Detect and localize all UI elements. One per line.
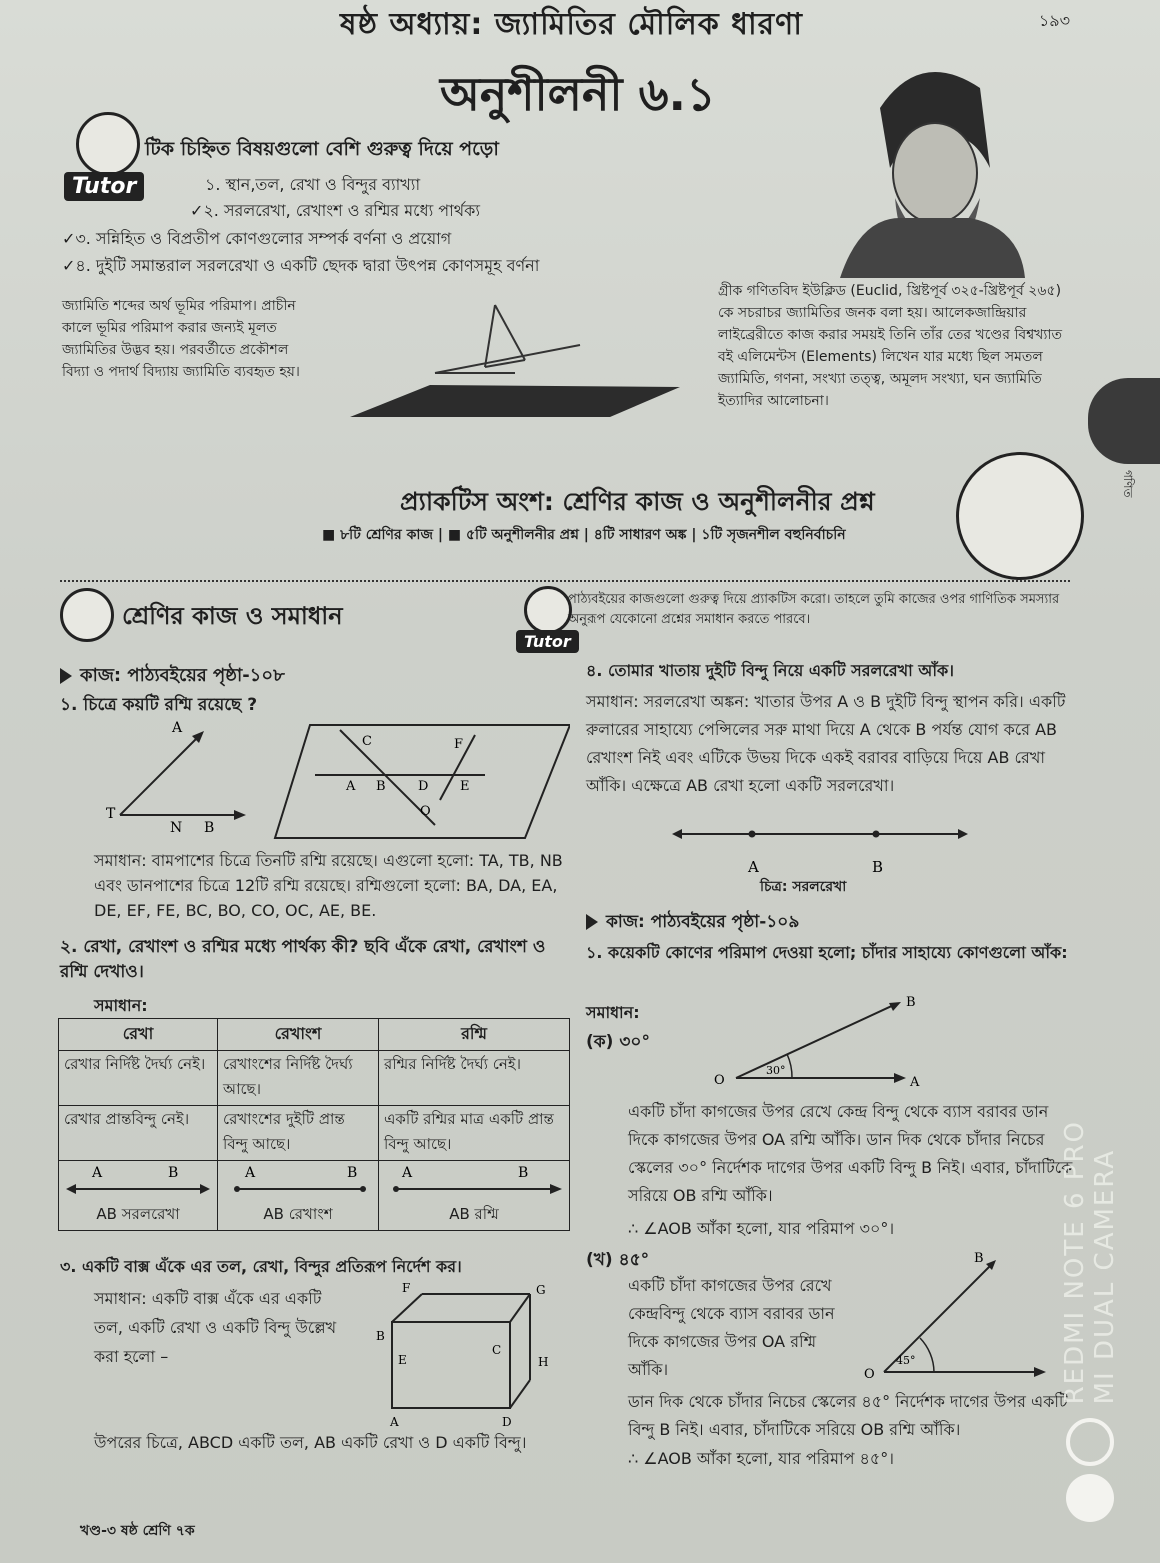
svg-text:B: B xyxy=(376,779,386,794)
table-row xyxy=(59,1051,570,1106)
svg-text:O: O xyxy=(714,1073,725,1088)
svg-text:C: C xyxy=(362,734,372,749)
table-header: রেখাংশ xyxy=(218,1019,379,1051)
svg-text:E: E xyxy=(460,779,470,794)
intro-paragraph: জ্যামিতি শব্দের অর্থ ভূমির পরিমাপ। প্রাচীন কালে ভূমির পরিমাপ করার জন্যই মূলত জ্যামিতির উদ্ভব হয়। পরবর্তীতে প্রকৌশল বিদ্যা ও পদার্থ বিদ্যায় জ্যামিতি ব্যবহৃত হয়। xyxy=(62,298,300,380)
svg-text:B: B xyxy=(906,995,916,1010)
part-a-text: একটি চাঁদা কাগজের উপর রেখে কেন্দ্র বিন্দু থেকে ব্যাস বরাবর ডান দিকে কাগজের উপর OA রশ্মি আঁকি। ডান দিক থেকে চাঁদার নিচের স্কেলের ৩০° নির্দেশক দাগের উপর একটি বিন্দু B নিই। এবার, চাঁদাটিকে সরিয়ে OB রশ্মি আঁকি। xyxy=(628,1102,1073,1205)
section-divider xyxy=(60,580,1070,582)
svg-text:T: T xyxy=(106,806,116,822)
part-a-label: (ক) ৩০° xyxy=(586,1032,650,1052)
q1-solution: সমাধান: বামপাশের চিত্রে তিনটি রশ্মি রয়েছে। এগুলো হলো: TA, TB, NB এবং ডানপাশের চিত্রে 12টি রশ্মি রয়েছে। রশ্মিগুলো হলো: BA, DA, EA, DE, EF, FE, BC, BO, CO, OC, AE, BE. xyxy=(94,851,563,920)
side-tab-label: গণিত xyxy=(1121,470,1135,498)
tutor-item-2: ✓২. সরলরেখা, রেখাংশ ও রশ্মির মধ্যে পার্থক্য xyxy=(190,201,480,220)
svg-text:B: B xyxy=(518,1165,529,1181)
svg-text:A: A xyxy=(346,779,356,794)
table-row xyxy=(59,1106,570,1161)
svg-text:A: A xyxy=(172,720,183,736)
segment-caption: AB রেখাংশ xyxy=(263,1205,333,1223)
side-tab xyxy=(1088,378,1160,498)
chapter-title: ষষ্ঠ অধ্যায়: জ্যামিতির মৌলিক ধারণা xyxy=(340,7,803,42)
svg-text:H: H xyxy=(538,1355,549,1369)
svg-text:A: A xyxy=(245,1165,256,1181)
svg-text:A: A xyxy=(390,1415,399,1429)
svg-text:G: G xyxy=(536,1283,546,1297)
svg-text:E: E xyxy=(398,1353,407,1367)
q3-solution: সমাধান: একটি বাক্স এঁকে এর একটি তল, একটি রেখা ও একটি বিন্দু উল্লেখ করা হলো – xyxy=(94,1289,337,1366)
svg-text:D: D xyxy=(502,1415,512,1429)
svg-text:C: C xyxy=(492,1343,502,1357)
tutor-badge: Tutor xyxy=(64,172,144,201)
classwork-title: শ্রেণির কাজ ও সমাধান xyxy=(122,602,343,630)
tutor-intro: টিক চিহ্নিত বিষয়গুলো বেশি গুরুত্ব দিয়ে পড়ো xyxy=(145,138,499,160)
euclid-portrait xyxy=(820,48,1030,278)
table-cell: রশ্মির নির্দিষ্ট দৈর্ঘ্য নেই। xyxy=(379,1051,570,1106)
task-heading-2: কাজ: পাঠ্যবইয়ের পৃষ্ঠা-১০৯ xyxy=(586,910,799,935)
camera-logo-ring xyxy=(1066,1418,1114,1466)
part-b-text: একটি চাঁদা কাগজের উপর রেখে কেন্দ্রবিন্দু থেকে ব্যাস বরাবর ডান দিকে কাগজের উপর OA রশ্মি আঁকি। xyxy=(628,1276,835,1379)
segment-figure-cell xyxy=(218,1161,379,1231)
svg-text:F: F xyxy=(402,1281,411,1295)
svg-text:N: N xyxy=(170,820,183,836)
classwork-tutor-note: পাঠ্যবইয়ের কাজগুলো গুরুত্ব দিয়ে প্র্যাকটিস করো। তাহলে তুমি কাজের ওপর গাণিতিক সমস্যার অনুরূপ যেকোনো প্রশ্নের সমাধান করতে পারবে। xyxy=(568,592,1060,627)
tutor-item-4: ✓৪. দুইটি সমান্তরাল সরলরেখা ও একটি ছেদক দ্বারা উৎপন্ন কোণসমূহ বর্ণনা xyxy=(62,256,540,275)
camera-watermark xyxy=(1060,1120,1120,1404)
svg-text:A: A xyxy=(910,1075,920,1090)
svg-text:30°: 30° xyxy=(766,1064,786,1077)
straight-line-figure xyxy=(670,822,970,878)
question-4: ৪. তোমার খাতায় দুইটি বিন্দু নিয়ে একটি সরলরেখা আঁক। xyxy=(586,661,954,680)
svg-text:A: A xyxy=(92,1165,103,1181)
plane-illustration xyxy=(340,295,690,430)
table-cell: রেখাংশের নির্দিষ্ট দৈর্ঘ্য আছে। xyxy=(218,1051,379,1106)
line-figure-cell xyxy=(59,1161,218,1231)
segment-figure xyxy=(223,1163,373,1199)
page-footer: খণ্ড-৩ ষষ্ঠ শ্রেণি ৭ক xyxy=(80,1523,195,1539)
part-b-text-2: ডান দিক থেকে চাঁদার নিচের স্কেলের ৪৫° নির্দেশক দাগের উপর একটি বিন্দু B নিই। এবার, চাঁদাটিকে সরিয়ে OB রশ্মি আঁকি। xyxy=(628,1392,1068,1439)
comparison-table xyxy=(58,1018,570,1231)
table-cell: রেখাংশের দুইটি প্রান্ত বিন্দু আছে। xyxy=(218,1106,379,1161)
q3-conclusion: উপরের চিত্রে, ABCD একটি তল, AB একটি রেখা ও D একটি বিন্দু। xyxy=(94,1433,527,1452)
exercise-title: অনুশীলনী ৬.১ xyxy=(440,67,716,121)
line-figure xyxy=(64,1163,212,1199)
practice-subtitle: ■ ৮টি শ্রেণির কাজ | ■ ৫টি অনুশীলনীর প্রশ্ন | ৪টি সাধারণ অঙ্ক | ১টি সৃজনশীল বহুনির্বাচনি xyxy=(322,527,846,543)
q2-solution-label: সমাধান: xyxy=(94,996,148,1015)
tutor-avatar xyxy=(76,112,140,176)
classwork-icon xyxy=(60,588,114,642)
tutor-avatar-small xyxy=(524,586,572,634)
line-caption: AB সরলরেখা xyxy=(96,1205,180,1223)
angle-45-figure xyxy=(860,1246,1070,1386)
table-header: রেখা xyxy=(59,1019,218,1051)
svg-text:B: B xyxy=(204,820,215,836)
task-heading-1: কাজ: পাঠ্যবইয়ের পৃষ্ঠা-১০৮ xyxy=(60,663,285,688)
box-figure xyxy=(370,1280,560,1430)
svg-text:B: B xyxy=(376,1329,385,1343)
watermark-line-2: MI DUAL CAMERA xyxy=(1090,1148,1120,1405)
ray-figure xyxy=(384,1163,564,1199)
question-2: ২. রেখা, রেখাংশ ও রশ্মির মধ্যে পার্থক্য কী? ছবি এঁকে রেখা, রেখাংশ ও রশ্মি দেখাও। xyxy=(60,937,546,982)
svg-text:A: A xyxy=(748,858,759,876)
question-3: ৩. একটি বাক্স এঁকে এর তল, রেখা, বিন্দুর প্রতিরূপ নির্দেশ কর। xyxy=(60,1257,462,1276)
girl-reading-illustration xyxy=(956,452,1084,580)
svg-text:B: B xyxy=(168,1165,179,1181)
svg-text:O: O xyxy=(864,1367,875,1382)
svg-text:O: O xyxy=(420,804,431,819)
svg-text:B: B xyxy=(347,1165,358,1181)
svg-text:A: A xyxy=(402,1165,413,1181)
page-number: ১৯৩ xyxy=(1038,11,1070,30)
part-b-result: ∴ ∠AOB আঁকা হলো, যার পরিমাপ ৪৫°। xyxy=(628,1449,895,1468)
table-cell: একটি রশ্মির মাত্র একটি প্রান্ত বিন্দু আছে। xyxy=(379,1106,570,1161)
part-a-result: ∴ ∠AOB আঁকা হলো, যার পরিমাপ ৩০°। xyxy=(628,1219,895,1238)
svg-text:B: B xyxy=(872,858,884,876)
table-cell: রেখার প্রান্তবিন্দু নেই। xyxy=(59,1106,218,1161)
tutor-badge-small: Tutor xyxy=(516,630,579,653)
question-1b: ১. কয়েকটি কোণের পরিমাপ দেওয়া হলো; চাঁদার সাহায্যে কোণগুলো আঁক: xyxy=(586,943,1068,962)
rays-figure xyxy=(100,720,570,845)
svg-text:B: B xyxy=(974,1251,984,1266)
part-b-label: (খ) ৪৫° xyxy=(586,1250,650,1270)
tutor-item-1: ১. স্থান,তল, রেখা ও বিন্দুর ব্যাখ্যা xyxy=(205,175,421,194)
svg-text:D: D xyxy=(418,779,429,794)
q4-solution: সমাধান: সরলরেখা অঙ্কন: খাতার উপর A ও B দুইটি বিন্দু স্থাপন করি। একটি রুলারের সাহায্যে পেন্সিলের সরু মাথা দিয়ে A থেকে B পর্যন্ত যোগ করে AB রেখাংশ নিই এবং এটিকে উভয় দিকে একই বরাবর বাড়িয়ে দিয়ে AB রেখা আঁকি। এক্ষেত্রে AB রেখা হলো একটি সরলরেখা। xyxy=(586,692,1066,795)
table-header-row xyxy=(59,1019,570,1051)
q1b-solution-label: সমাধান: xyxy=(586,1003,640,1022)
ray-figure-cell xyxy=(379,1161,570,1231)
line-figure-caption: চিত্র: সরলরেখা xyxy=(760,879,847,895)
table-figure-row xyxy=(59,1161,570,1231)
angle-30-figure xyxy=(700,992,940,1092)
svg-text:F: F xyxy=(454,737,464,752)
question-1: ১. চিত্রে কয়টি রশ্মি রয়েছে ? xyxy=(60,695,258,715)
table-header: রশ্মি xyxy=(379,1019,570,1051)
ray-caption: AB রশ্মি xyxy=(449,1205,499,1223)
tutor-item-3: ✓৩. সন্নিহিত ও বিপ্রতীপ কোণগুলোর সম্পর্ক বর্ণনা ও প্রয়োগ xyxy=(62,229,452,248)
camera-logo-dot xyxy=(1066,1474,1114,1522)
watermark-line-1: REDMI NOTE 6 PRO xyxy=(1060,1120,1090,1405)
practice-title: প্র্যাকটিস অংশ: শ্রেণির কাজ ও অনুশীলনীর প্রশ্ন xyxy=(400,487,875,516)
table-cell: রেখার নির্দিষ্ট দৈর্ঘ্য নেই। xyxy=(59,1051,218,1106)
svg-text:45°: 45° xyxy=(896,1354,916,1367)
euclid-paragraph: গ্রীক গণিতবিদ ইউক্লিড (Euclid, খ্রিষ্টপূর্ব ৩২৫-খ্রিষ্টপূর্ব ২৬৫) কে সচরাচর জ্যামিতির জনক বলা হয়। আলেকজান্দ্রিয়ার লাইব্রেরীতে কাজ করার সময়ই তিনি তাঁর তের খণ্ডের বিশ্বখ্যাত বই এলিমেন্টস (Elements) লিখেন যার মধ্যে ছিল সমতল জ্যামিতি, গণনা, সংখ্যা তত্ত্ব, অমূলদ সংখ্যা, ঘন জ্যামিতি ইত্যাদির আলোচনা। xyxy=(718,283,1063,409)
